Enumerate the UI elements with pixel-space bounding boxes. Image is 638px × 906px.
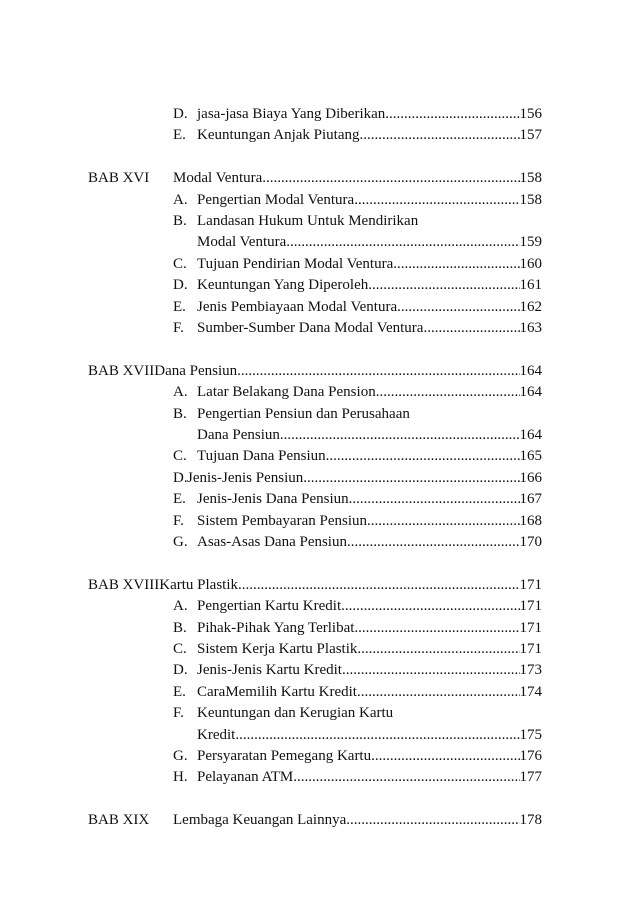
toc-leader [173,168,542,189]
toc-page-number: 171 [519,598,542,615]
toc-page-number: 171 [519,641,542,657]
dot-leader [357,639,519,660]
toc-entry-title: Tujuan Pendirian Modal Ventura [197,255,394,272]
toc-page-number: 173 [519,662,542,679]
toc-entry-title: Kredit [197,726,236,743]
chapter-number: BAB XVIII [88,576,160,593]
toc-chapter-line [0,575,638,596]
toc-subentry-line [0,468,638,489]
chapter-number: BAB XVII [88,362,155,379]
toc-entry-letter: E. [173,683,186,700]
toc-entry-letter: F. [173,512,184,529]
toc-entry-letter: D. [173,277,188,294]
toc-entry-title: CaraMemilih Kartu Kredit [197,683,357,700]
chapter-title: Dana Pensiun [154,362,238,379]
toc-leader [197,125,542,146]
toc-entry-letter: A. [173,598,188,615]
toc-leader [197,425,542,446]
toc-subentry-line [0,404,638,425]
dot-leader [368,275,519,296]
toc-leader [197,532,542,553]
toc-entry-title: Tujuan Dana Pensiun [197,448,326,465]
dot-leader [347,532,520,553]
toc-entry-title: Sistem Kerja Kartu Plastik [197,641,358,657]
toc-entry-letter: E. [173,298,186,315]
toc-entry-title: Pengertian Pensiun dan Perusahaan [197,405,410,422]
toc-page-number: 162 [519,298,542,315]
toc-entry-letter: B. [173,213,187,229]
toc-page-number: 159 [519,234,542,251]
toc-entry-title [159,575,238,596]
toc-subentry-line [0,275,638,296]
dot-leader [293,767,519,788]
toc-entry-title: Jenis-Jenis Dana Pensiun [197,491,349,508]
toc-leader [197,382,542,403]
toc-leader [197,275,542,296]
toc-page-number: 165 [519,448,542,465]
toc-leader [197,446,542,467]
toc-leader [187,468,542,489]
toc-entry-letter: D. [173,469,188,486]
dot-leader [349,489,520,510]
toc-page-number: 176 [519,748,542,764]
toc-page-number: 167 [519,491,542,508]
toc-leader [173,810,542,831]
toc-page-number: 161 [519,277,542,294]
toc-entry-title: Keuntungan dan Kerugian Kartu [197,705,394,722]
toc-subentry-line [0,596,638,617]
chapter-number: BAB XIX [88,812,150,829]
dot-leader [262,168,519,189]
toc-leader [197,746,542,767]
toc-entry-letter: D. [173,662,188,679]
toc-page-number: 175 [519,726,542,743]
toc-leader [197,660,542,681]
toc-entry-letter: H. [173,769,188,786]
dot-leader [385,104,519,125]
toc-subentry-line [0,489,638,510]
dot-leader [376,382,520,403]
toc-subentry-continuation [0,725,638,746]
toc-entry-letter: B. [173,405,187,422]
dot-leader [423,318,519,339]
toc-leader [197,618,542,639]
toc-subentry-line [0,703,638,724]
toc-leader [197,639,542,660]
dot-leader [303,468,519,489]
toc-page-number: 177 [519,769,542,786]
dot-leader [342,660,520,681]
toc-entry-letter: C. [173,255,187,272]
toc-entry-title: Modal Ventura [173,170,263,187]
toc-page-number: 163 [519,320,542,336]
toc-subentry-line [0,104,638,125]
toc-page-number: 158 [519,170,542,187]
toc-subentry-line [0,682,638,703]
chapter-number: BAB XVI [88,170,150,187]
toc-leader [197,725,542,746]
toc-leader [197,703,542,724]
toc-subentry-continuation [0,425,638,446]
toc-entry-title: Lembaga Keuangan Lainnya [173,812,347,829]
toc-entry-title: Sistem Pembayaran Pensiun [197,512,367,529]
toc-entry-letter: G. [173,534,188,550]
toc-entry-title: Jenis-Jenis Pensiun [187,469,304,486]
dot-leader [341,596,519,617]
toc-entry-title: Keuntungan Anjak Piutang [197,127,360,144]
toc-subentry-line [0,746,638,767]
dot-leader [237,361,519,382]
toc-entry-letter: D. [173,106,188,122]
chapter-title: Kartu Plastik [159,576,238,593]
toc-entry-title [154,361,237,382]
dot-leader [359,125,519,146]
toc-subentry-line [0,532,638,553]
toc-page-number: 168 [519,512,542,529]
dot-leader [354,190,519,211]
toc-page-number: 160 [519,255,542,272]
toc-subentry-line [0,660,638,681]
dot-leader [393,254,519,275]
dot-leader [371,746,519,767]
dot-leader [397,297,519,318]
toc-entry-title: Jenis Pembiayaan Modal Ventura [197,298,398,315]
toc-page-number: 157 [519,127,542,144]
toc-page-number: 158 [519,191,542,208]
toc-subentry-line [0,318,638,339]
toc-chapter-line [0,361,638,382]
toc-entry-title: Pelayanan ATM [197,769,294,786]
toc-subentry-line [0,254,638,275]
toc-entry-title: Pengertian Modal Ventura [197,191,355,208]
toc-leader [197,511,542,532]
toc-subentry-line [0,618,638,639]
toc-subentry-line [0,297,638,318]
toc-subentry-line [0,211,638,232]
toc-page-number: 171 [519,576,542,593]
toc-entry-title: jasa-jasa Biaya Yang Diberikan [197,106,386,122]
toc-page-number: 178 [519,812,542,829]
toc-entry-title: Dana Pensiun [197,427,280,443]
toc-entry-title: Pihak-Pihak Yang Terlibat [197,619,355,636]
toc-leader [197,767,542,788]
toc-chapter-line [0,810,638,831]
toc-entry-title: Landasan Hukum Untuk Mendirikan [197,213,419,229]
toc-page-number: 164 [519,427,542,443]
toc-page-number: 174 [519,683,542,700]
toc-subentry-line [0,639,638,660]
toc-entry-letter: E. [173,491,186,508]
toc-leader [197,489,542,510]
toc-entry-letter: G. [173,748,188,764]
dot-leader [354,618,519,639]
toc-leader [197,682,542,703]
dot-leader [280,425,520,446]
toc-entry-letter: C. [173,641,187,657]
toc-entry-title: Asas-Asas Dana Pensiun [197,534,347,550]
toc-page-number: 164 [519,362,542,379]
toc-subentry-line [0,125,638,146]
toc-leader [88,575,542,596]
dot-leader [294,232,520,253]
toc-subentry-line [0,767,638,788]
toc-entry-title: Modal Ventura.. [197,234,294,251]
toc-entry-letter: A. [173,191,188,208]
toc-subentry-line [0,446,638,467]
toc-leader [197,596,542,617]
toc-leader [197,232,542,253]
toc-page-number: 166 [519,469,542,486]
toc-leader [88,361,542,382]
toc-leader [197,404,542,425]
toc-entry-letter: F. [173,705,184,722]
toc-entry-title: Persyaratan Pemegang Kartu [197,748,372,764]
toc-page-number: 171 [519,619,542,636]
toc-entry-title: Keuntungan Yang Diperoleh [197,277,369,294]
toc-page-number: 156 [519,106,542,122]
toc-page-number: 164 [519,384,542,401]
dot-leader [367,511,520,532]
toc-chapter-line [0,168,638,189]
toc-leader [197,190,542,211]
dot-leader [238,575,520,596]
toc-leader [197,297,542,318]
dot-leader [326,446,520,467]
toc-page-number: 170 [519,534,542,550]
toc-entry-title: Jenis-Jenis Kartu Kredit [197,662,342,679]
toc-leader [197,211,542,232]
toc-entry-title: Pengertian Kartu Kredit [197,598,342,615]
toc-subentry-line [0,190,638,211]
dot-leader [346,810,519,831]
toc-entry-letter: F. [173,320,184,336]
toc-leader [197,104,542,125]
toc-entry-title: Sumber-Sumber Dana Modal Ventura [197,320,424,336]
toc-entry-letter: E. [173,127,186,144]
toc-leader [197,318,542,339]
toc-subentry-line [0,382,638,403]
dot-leader [235,725,519,746]
toc-entry-letter: C. [173,448,187,465]
toc-entry-title: Latar Belakang Dana Pension [197,384,376,401]
dot-leader [357,682,520,703]
toc-subentry-continuation [0,232,638,253]
toc-leader [197,254,542,275]
toc-entry-letter: A. [173,384,188,401]
toc-entry-letter: B. [173,619,187,636]
toc-subentry-line [0,511,638,532]
